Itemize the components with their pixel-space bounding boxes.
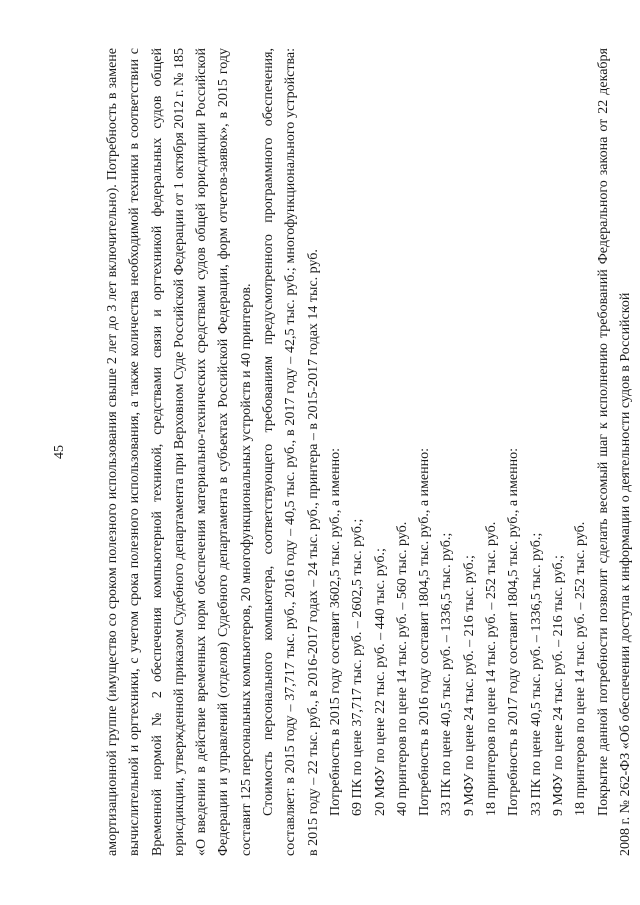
requirement-line: 18 принтеров по цене 14 тыс. руб. – 252 тыс. руб. [484,521,500,816]
closing-paragraph: Покрытие данной потребности позволит сделать весомый шаг к исполнению требований Федерального закона от 22 декабря 2008 г. № 262-ФЗ «Об обеспечении доступа к информации о деятельности судов в Российской [595,48,633,856]
requirement-line: 18 принтеров по цене 14 тыс. руб. – 252 тыс. руб. [573,521,589,816]
requirement-line: 33 ПК по цене 40,5 тыс. руб. – 1336,5 тыс. руб.; [439,532,455,816]
rotated-content [50,34,633,870]
page-number: 45 [52,445,67,459]
requirement-line: 33 ПК по цене 40,5 тыс. руб. – 1336,5 тыс. руб.; [528,532,544,816]
requirement-line: Потребность в 2017 году составит 1804,5 тыс. руб., а именно: [506,448,522,816]
requirement-line: 20 МФУ по цене 22 тыс. руб. – 440 тыс. руб.; [372,548,388,816]
paragraph: Стоимость персонального компьютера, соответствующего требованиям предусмотренного программного обеспечения, составляет: в 2015 году – 37,717 тыс. руб., 2016 году – 40,5 тыс. руб., в 2017 году – 42,5 тыс. руб.; многофункционального устройства: в 2015 году – 22 тыс. руб., в 2016-2017 годах – 24 тыс. руб., принтера – в 2015-2017 годах 14 тыс. руб. [261,48,321,856]
requirement-line: 40 принтеров по цене 14 тыс. руб. – 560 тыс. руб. [394,521,410,816]
requirement-line: 69 ПК по цене 37,717 тыс. руб. – 2602,5 тыс. руб.; [350,518,366,816]
document-body [102,48,637,856]
requirement-line: Потребность в 2015 году составит 3602,5 тыс. руб., а именно: [327,448,343,816]
requirement-line: Потребность в 2016 году составит 1804,5 тыс. руб., а именно: [417,448,433,816]
requirement-line: 9 МФУ по цене 24 тыс. руб. – 216 тыс. руб.; [550,555,566,816]
paragraph: амортизационной группе (имущество со сроком полезного использования свыше 2 лет до 3 лет включительно). Потребность в замене вычислительной и оргтехники, с учетом срока полезного использования, а также количества необходимой техники в соответствии с Временной нормой № 2 обеспечения компьютерной техникой, средствами связи и оргтехникой федеральных судов общей юрисдикции, утвержденной приказом Судебного департамента при Верховном Суде Российской Федерации от 1 октября 2012 г. № 185 «О введении в действие временных норм обеспечения материально-технических средствами судов общей юрисдикции Российской Федерации и управлений (отделов) Судебного департамента в субъектах Российской Федерации, форм отчетов-заявок», в 2015 году составит 125 персональных компьютеров, 20 многофункциональных устройств и 40 принтеров. [105,48,254,856]
requirement-line: 9 МФУ по цене 24 тыс. руб. – 216 тыс. руб.; [461,555,477,816]
